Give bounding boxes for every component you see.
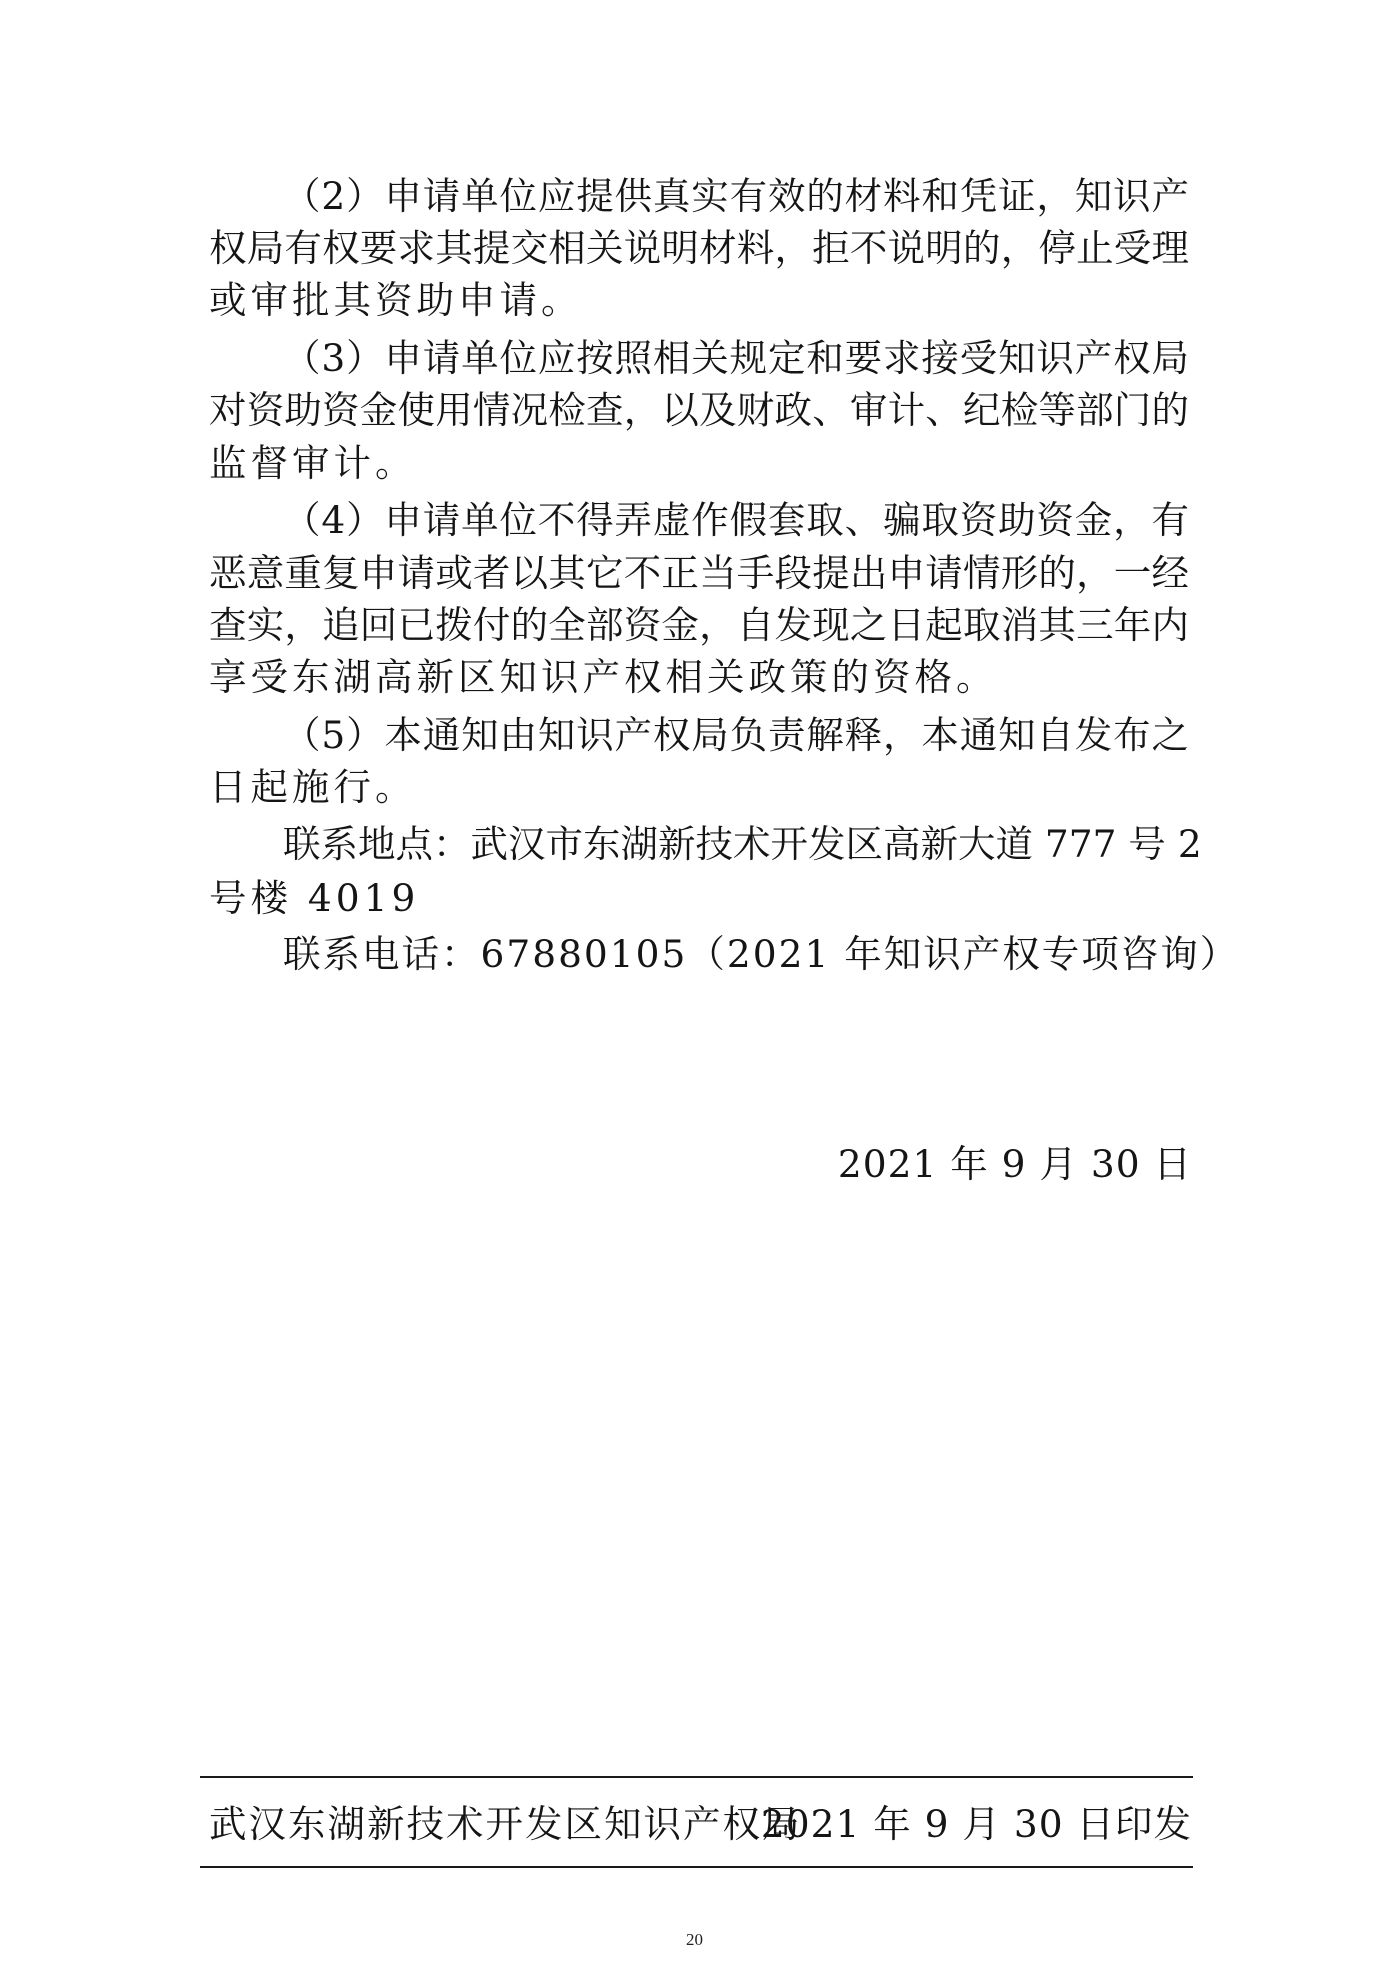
paragraph-3-line-3: 监督审计。: [209, 441, 417, 485]
paragraph-4-line-2: 恶意重复申请或者以其它不正当手段提出申请情形的，一经: [209, 551, 1189, 595]
paragraph-4-line-4: 享受东湖高新区知识产权相关政策的资格。: [209, 655, 998, 699]
paragraph-2-line-2: 权局有权要求其提交相关说明材料，拒不说明的，停止受理: [209, 226, 1189, 270]
paragraph-2-line-3: 或审批其资助申请。: [209, 278, 583, 322]
paragraph-3-line-1: （3）申请单位应按照相关规定和要求接受知识产权局: [283, 336, 1189, 380]
paragraph-5-line-1: （5）本通知由知识产权局负责解释，本通知自发布之: [283, 713, 1189, 757]
paragraph-4-line-1: （4）申请单位不得弄虚作假套取、骗取资助资金，有: [283, 498, 1189, 542]
paragraph-4-line-3: 查实，追回已拨付的全部资金，自发现之日起取消其三年内: [209, 603, 1189, 647]
footer-bottom-rule: [200, 1866, 1193, 1868]
contact-address-line-2: 号楼 4019: [209, 876, 420, 920]
page-number: 20: [686, 1930, 703, 1949]
paragraph-3-line-2: 对资助资金使用情况检查，以及财政、审计、纪检等部门的: [209, 388, 1189, 432]
contact-phone: 联系电话：67880105（2021 年知识产权专项咨询）: [283, 932, 1240, 976]
paragraph-5-line-2: 日起施行。: [209, 765, 417, 809]
document-date: 2021 年 9 月 30 日: [837, 1142, 1192, 1186]
paragraph-2-line-1: （2）申请单位应提供真实有效的材料和凭证，知识产: [283, 174, 1189, 218]
contact-address-line-1: 联系地点：武汉市东湖新技术开发区高新大道 777 号 2: [283, 822, 1202, 866]
footer-top-rule: [200, 1776, 1193, 1778]
footer-issue-date: 2021 年 9 月 30 日印发: [760, 1802, 1192, 1846]
footer-issuer: 武汉东湖新技术开发区知识产权局: [209, 1802, 802, 1846]
